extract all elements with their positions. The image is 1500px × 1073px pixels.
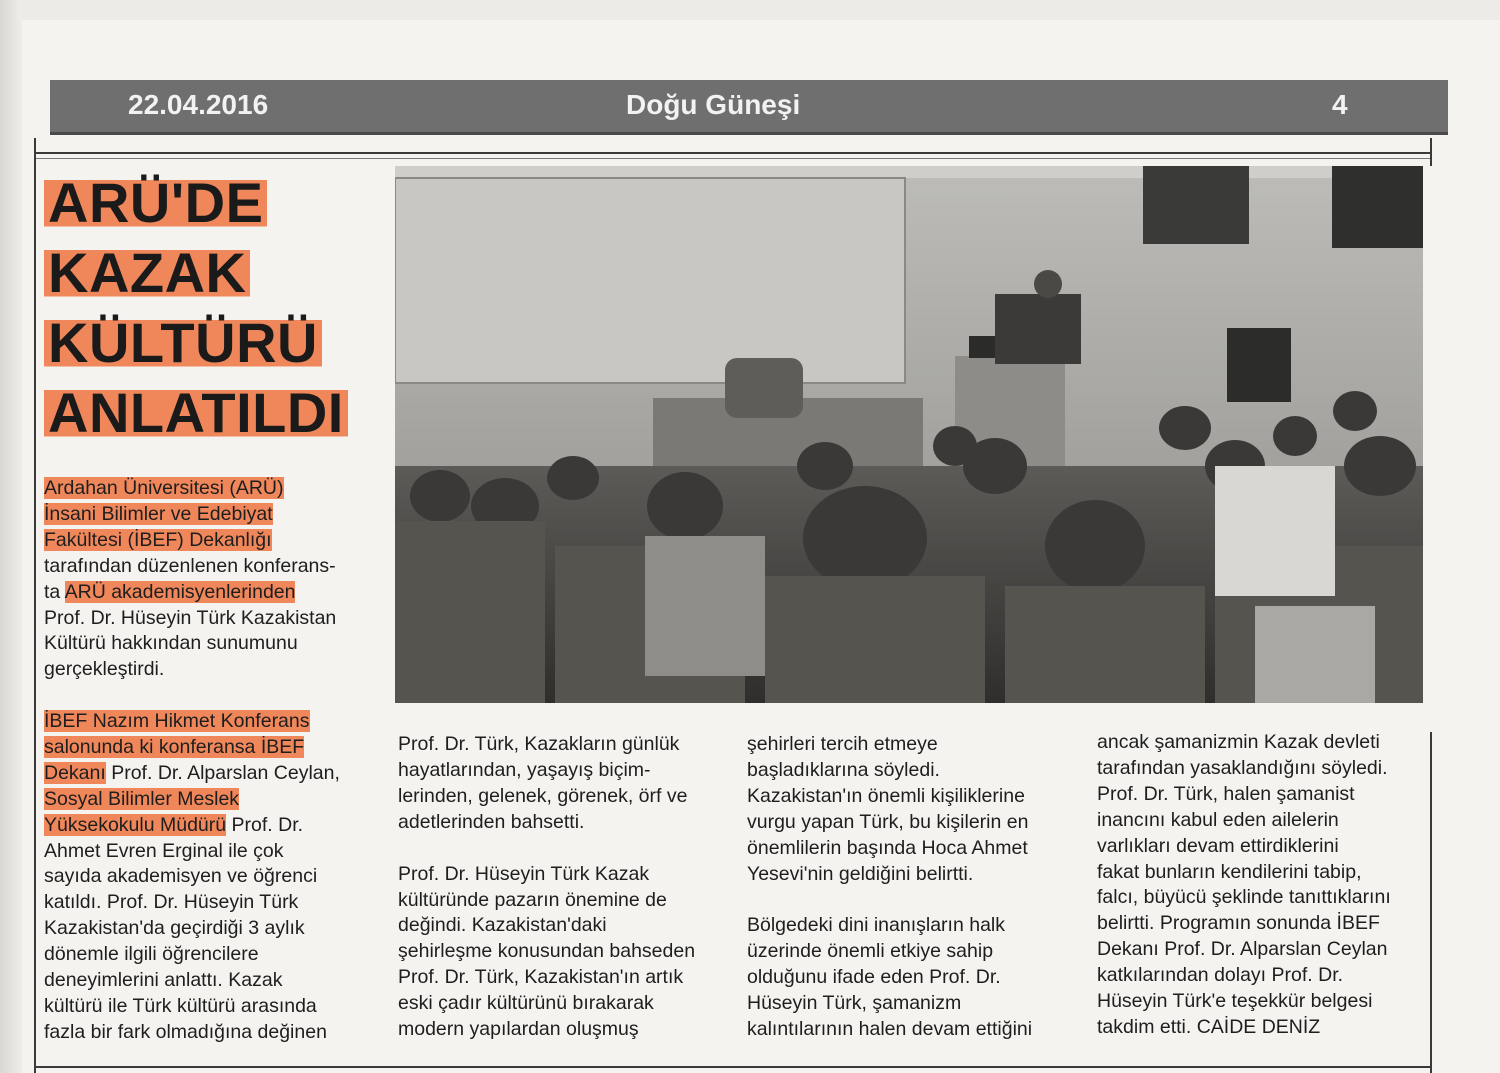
highlighted-text: İnsani Bilimler ve Edebiyat xyxy=(44,502,273,525)
article-column-1-paragraph-2 xyxy=(44,709,384,1046)
paragraph-text: tarafından düzenlenen konferans- xyxy=(44,554,336,577)
article-column-1 xyxy=(44,476,384,683)
newspaper-name: Doğu Güneşi xyxy=(626,89,801,120)
highlighted-text: Ardahan Üniversitesi (ARÜ) xyxy=(44,477,284,499)
scan-edge xyxy=(0,0,22,1073)
highlighted-text: Sosyal Bilimler Meslek xyxy=(44,787,240,810)
article-headline xyxy=(44,168,384,448)
paragraph-text: Kültürü hakkından sunumunu xyxy=(44,632,298,655)
headline-line: ANLATILDI xyxy=(44,378,384,448)
right-rule-lower xyxy=(1430,732,1432,1073)
page-number: 4 xyxy=(1332,89,1348,120)
article-column-4 xyxy=(1097,730,1427,1041)
paragraph-text: Prof. Dr. xyxy=(226,813,304,836)
article-column-2 xyxy=(398,732,728,1043)
headline-line: ARÜ'DE xyxy=(44,168,384,238)
paragraph: şehirleri tercih etmeye başladıklarına söyledi. Kazakistan'ın önemli kişiliklerine vurgu yapan Türk, bu kişilerin en önemlilerin başında Hoca Ahmet Yesevi'nin geldiğini belirtti. xyxy=(747,733,1029,885)
headline-line: KAZAK xyxy=(44,238,384,308)
paragraph-text: Prof. Dr. Hüseyin Türk Kazakistan xyxy=(44,606,337,629)
top-rule xyxy=(34,152,1432,154)
top-rule-thin xyxy=(34,158,1432,159)
paragraph: Bölgedeki dini inanışların halk üzerinde önemli etkiye sahip olduğunu ifade eden Prof. Dr. Hüseyin Türk, şamanizm kalıntılarının halen devam ettiğini xyxy=(747,914,1033,1041)
paragraph: Prof. Dr. Hüseyin Türk Kazak kültüründe pazarın önemine de değindi. Kazakistan'daki şehirleşme konusundan bahseden Prof. Dr. Türk, Kazakistan'ın artık eski çadır kültürünü bırakarak modern yapılardan oluşmuş xyxy=(398,862,696,1041)
right-rule xyxy=(1430,138,1432,166)
paragraph-text: Ahmet Evren Erginal ile çok sayıda akademisyen ve öğrenci katıldı. Prof. Dr. Hüseyin Türk Kazakistan'da geçirdiği 3 aylık dönemle ilgili öğrencilere deneyimlerini anlattı. Kazak kültürü ile Türk kültürü arasında fazla bir fark olmadığına değinen xyxy=(44,839,327,1043)
conference-photo xyxy=(395,166,1423,703)
left-rule xyxy=(34,138,36,1073)
highlighted-text: ARÜ akademisyenlerinden xyxy=(64,580,296,603)
highlighted-text: Dekanı xyxy=(44,761,106,784)
paragraph-text: Prof. Dr. Alparslan Ceylan, xyxy=(105,761,340,784)
paragraph-text: ta xyxy=(44,580,65,603)
highlighted-text: Fakültesi (İBEF) Dekanlığı xyxy=(44,528,272,551)
article-column-3 xyxy=(747,732,1077,1043)
highlighted-text: salonunda ki konferansa İBEF xyxy=(44,735,305,758)
issue-date: 22.04.2016 xyxy=(128,89,269,120)
highlighted-text: İBEF Nazım Hikmet Konferans xyxy=(44,710,310,732)
bottom-rule xyxy=(34,1066,1432,1068)
paragraph: Prof. Dr. Türk, Kazakların günlük hayatlarından, yaşayış biçim- lerinden, gelenek, görenek, örf ve adetlerinden bahsetti. xyxy=(398,733,688,833)
page-header-bar xyxy=(50,80,1448,135)
highlighted-text: Yüksekokulu Müdürü xyxy=(44,813,227,836)
paragraph: ancak şamanizmin Kazak devleti tarafından yasaklandığını söyledi. Prof. Dr. Türk, halen şamanist inancını kabul eden ailelerin varlıkları devam ettirdiklerini fakat bunların kendilerini tabip, falcı, büyücü şeklinde tanıttıklarını belirtti. Programın sonunda İBEF Dekanı Prof. Dr. Alparslan Ceylan katkılarından dolayı Prof. Dr. Hüseyin Türk'e teşekkür belgesi takdim etti. CAİDE DENİZ xyxy=(1097,731,1391,1038)
paragraph-text: gerçekleştirdi. xyxy=(44,658,165,681)
headline-line: KÜLTÜRÜ xyxy=(44,308,384,378)
